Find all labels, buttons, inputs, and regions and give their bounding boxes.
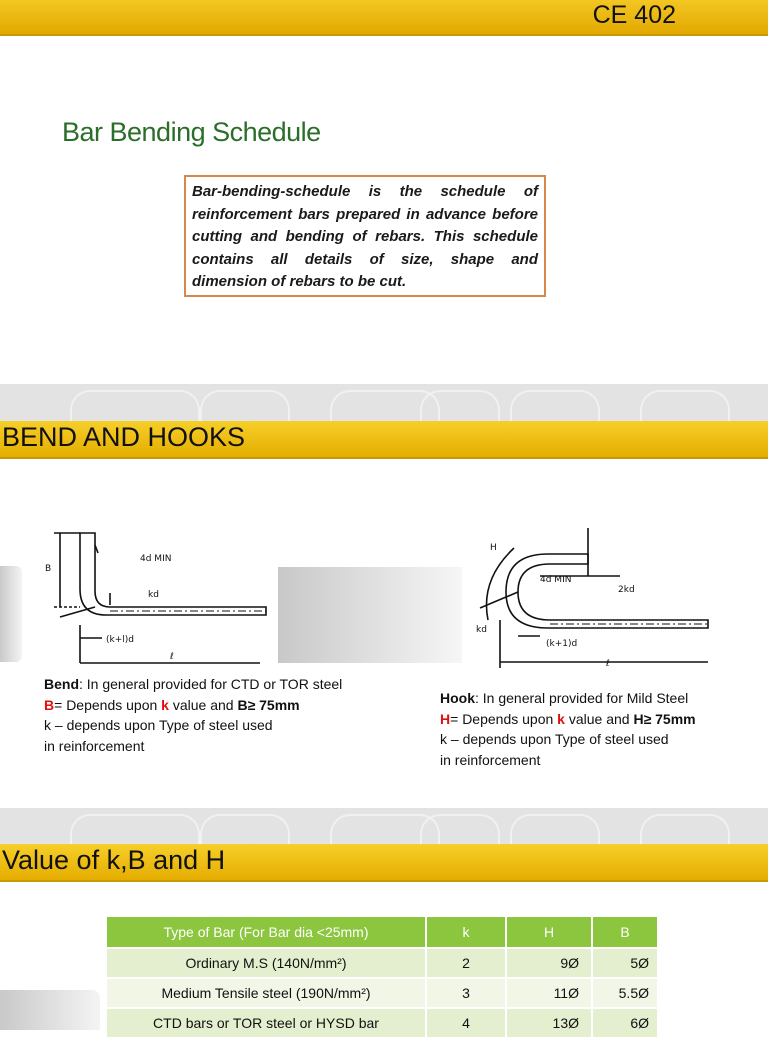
hook-label-kd: kd [476, 625, 487, 635]
bend-diagram [40, 525, 280, 673]
bend-label-kd: kd [148, 590, 159, 600]
column-header: H [506, 916, 592, 948]
table-cell: 3 [426, 978, 506, 1008]
section-bar-bend-hooks [0, 421, 768, 459]
hook-label-4d: 4d MIN [540, 575, 572, 585]
bend-label-k1d: (k+l)d [106, 635, 134, 645]
table-row [106, 978, 658, 1008]
hook-label-2kd: 2kd [618, 585, 635, 595]
bend-k-symbol: k [161, 696, 169, 713]
bend-note [44, 674, 344, 756]
bend-note-line3: k – depends upon Type of steel used [44, 717, 273, 733]
bend-note-line1: : In general provided for CTD or TOR steel [79, 676, 343, 692]
column-header: Type of Bar (For Bar dia <25mm) [106, 916, 426, 948]
decorative-panel [0, 990, 100, 1030]
decorative-panel [278, 567, 462, 663]
table-cell: CTD bars or TOR steel or HYSD bar [106, 1008, 426, 1038]
kbh-values-table [105, 915, 659, 1039]
table-row [106, 948, 658, 978]
course-code: CE 402 [592, 1, 676, 29]
slide-title: Bar Bending Schedule [62, 117, 321, 147]
bend-note-lead: Bend [44, 676, 79, 692]
hook-note-text: value and [564, 710, 634, 727]
definition-box: Bar-bending-schedule is the schedule of reinforcement bars prepared in advance before cutting and bending of rebars. This schedule contains all details of size, shape and dimension of rebars to be cut. [184, 175, 546, 297]
decorative-panel [0, 566, 22, 662]
hook-note-line3: k – depends upon Type of steel used [440, 731, 669, 747]
table-cell: 6Ø [592, 1008, 658, 1038]
bend-b-limit: B≥ 75mm [237, 696, 300, 713]
table-cell: 11Ø [506, 978, 592, 1008]
hook-h-limit: H≥ 75mm [633, 710, 696, 727]
hook-note-text: = Depends upon [450, 710, 558, 727]
table-header-row [106, 916, 658, 948]
table-row [106, 1008, 658, 1038]
bend-b-symbol: B [44, 696, 55, 713]
hook-note-line1: : In general provided for Mild Steel [475, 690, 689, 706]
hook-k-symbol: k [557, 710, 565, 727]
bend-label-4d: 4d MIN [140, 554, 172, 564]
table-cell: Medium Tensile steel (190N/mm²) [106, 978, 426, 1008]
table-cell: Ordinary M.S (140N/mm²) [106, 948, 426, 978]
slide-separator [0, 384, 768, 422]
table-cell: 5Ø [592, 948, 658, 978]
table-cell: 9Ø [506, 948, 592, 978]
slide-separator [0, 808, 768, 846]
hook-label-l: ℓ [606, 659, 610, 669]
hook-diagram [470, 520, 720, 672]
bend-note-text: = Depends upon [54, 696, 162, 713]
hook-note [440, 688, 760, 770]
hook-label-k1d: (k+1)d [546, 639, 578, 649]
bend-label-b: B [45, 564, 52, 574]
slide-bar-bending-schedule [0, 0, 768, 384]
bend-note-text: value and [168, 696, 238, 713]
bend-label-l: ℓ [170, 652, 174, 662]
bend-note-line4: in reinforcement [44, 737, 145, 754]
section-title: BEND AND HOOKS [2, 422, 246, 452]
table-cell: 4 [426, 1008, 506, 1038]
column-header: B [592, 916, 658, 948]
table-cell: 5.5Ø [592, 978, 658, 1008]
hook-note-lead: Hook [440, 690, 475, 706]
table-cell: 13Ø [506, 1008, 592, 1038]
section-bar-value-kbh [0, 844, 768, 882]
section-title: Value of k,B and H [2, 845, 226, 875]
hook-h-symbol: H [440, 710, 451, 727]
header-bar [0, 0, 768, 36]
hook-label-h: H [490, 543, 497, 553]
hook-note-line4: in reinforcement [440, 751, 541, 768]
column-header: k [426, 916, 506, 948]
table-cell: 2 [426, 948, 506, 978]
